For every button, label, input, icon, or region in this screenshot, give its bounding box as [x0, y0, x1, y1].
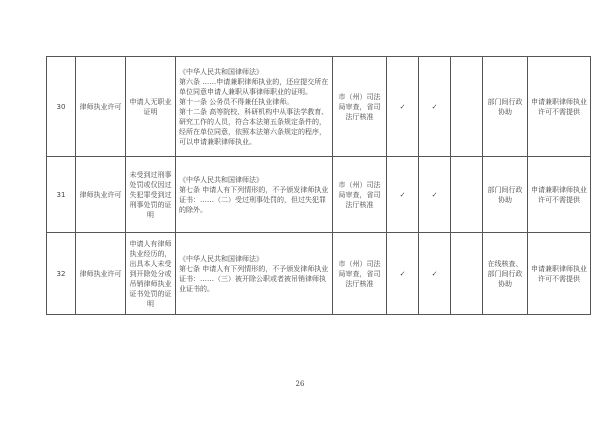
remark: 申请兼职律师执业许可不需提供: [528, 57, 591, 157]
item-name: 律师执业许可: [76, 57, 126, 157]
table-row: [47, 157, 591, 233]
verification-method: 部门间行政协助: [483, 157, 528, 233]
page-number: 26: [295, 380, 305, 388]
law-title: 《中华人民共和国律师法》: [179, 175, 263, 184]
authority: 市（州）司法局审查，省司法厅核准: [333, 57, 387, 157]
remark: 申请兼职律师执业许可不需提供: [528, 157, 591, 233]
law-clause: 第十二条 高等院校、科研机构中从事法学教育、研究工作的人员，符合本法第五条规定条件的，经所在单位同意，依照本法第六条规定的程序，可以申请兼职律师执业。: [179, 107, 329, 146]
item-name: 律师执业许可: [76, 233, 126, 315]
verification-method: 在线核查、部门间行政协助: [483, 233, 528, 315]
item-name: 律师执业许可: [76, 157, 126, 233]
authority: 市（州）司法局审查，省司法厅核准: [333, 233, 387, 315]
check-mark-2: ✓: [419, 157, 451, 233]
law-clause: 第七条 申请人有下列情形的，不予颁发律师执业证书：……（二）受过刑事处罚的，但过失犯罪的除外。: [179, 185, 329, 214]
remark: 申请兼职律师执业许可不需提供: [528, 233, 591, 315]
law-title: 《中华人民共和国律师法》: [179, 254, 263, 263]
material-name: 申请人无职业证明: [126, 57, 176, 157]
verification-method: 部门间行政协助: [483, 57, 528, 157]
row-number: 30: [47, 57, 76, 157]
empty-cell: [451, 233, 483, 315]
empty-cell: [451, 157, 483, 233]
law-clause: 第六条 ……申请兼职律师执业的，还应提交所在单位同意申请人兼职从事律师职业的证明。: [179, 77, 329, 96]
check-mark-1: ✓: [387, 157, 419, 233]
empty-cell: [451, 57, 483, 157]
check-mark-1: ✓: [387, 233, 419, 315]
legal-basis: [176, 233, 333, 315]
check-mark-1: ✓: [387, 57, 419, 157]
check-mark-2: ✓: [419, 233, 451, 315]
check-mark-2: ✓: [419, 57, 451, 157]
table-row: [47, 233, 591, 315]
legal-basis: [176, 57, 333, 157]
material-name: 未受到过刑事处罚或仅因过失犯罪受到过刑事处罚的证明: [126, 157, 176, 233]
law-clause: 第七条 申请人有下列情形的，不予颁发律师执业证书：……（三）被开除公职或者被吊销律师执业证书的。: [179, 264, 329, 293]
requirements-table: [46, 56, 591, 315]
row-number: 32: [47, 233, 76, 315]
material-name: 申请人有律师执业经历的，出具本人未受到开除处分或吊销律师执业证书处罚的证明: [126, 233, 176, 315]
row-number: 31: [47, 157, 76, 233]
table-row: [47, 57, 591, 157]
law-title: 《中华人民共和国律师法》: [179, 67, 263, 76]
legal-basis: [176, 157, 333, 233]
law-clause: 第十一条 公务员不得兼任执业律师。: [179, 97, 294, 106]
authority: 市（州）司法局审查，省司法厅核准: [333, 157, 387, 233]
